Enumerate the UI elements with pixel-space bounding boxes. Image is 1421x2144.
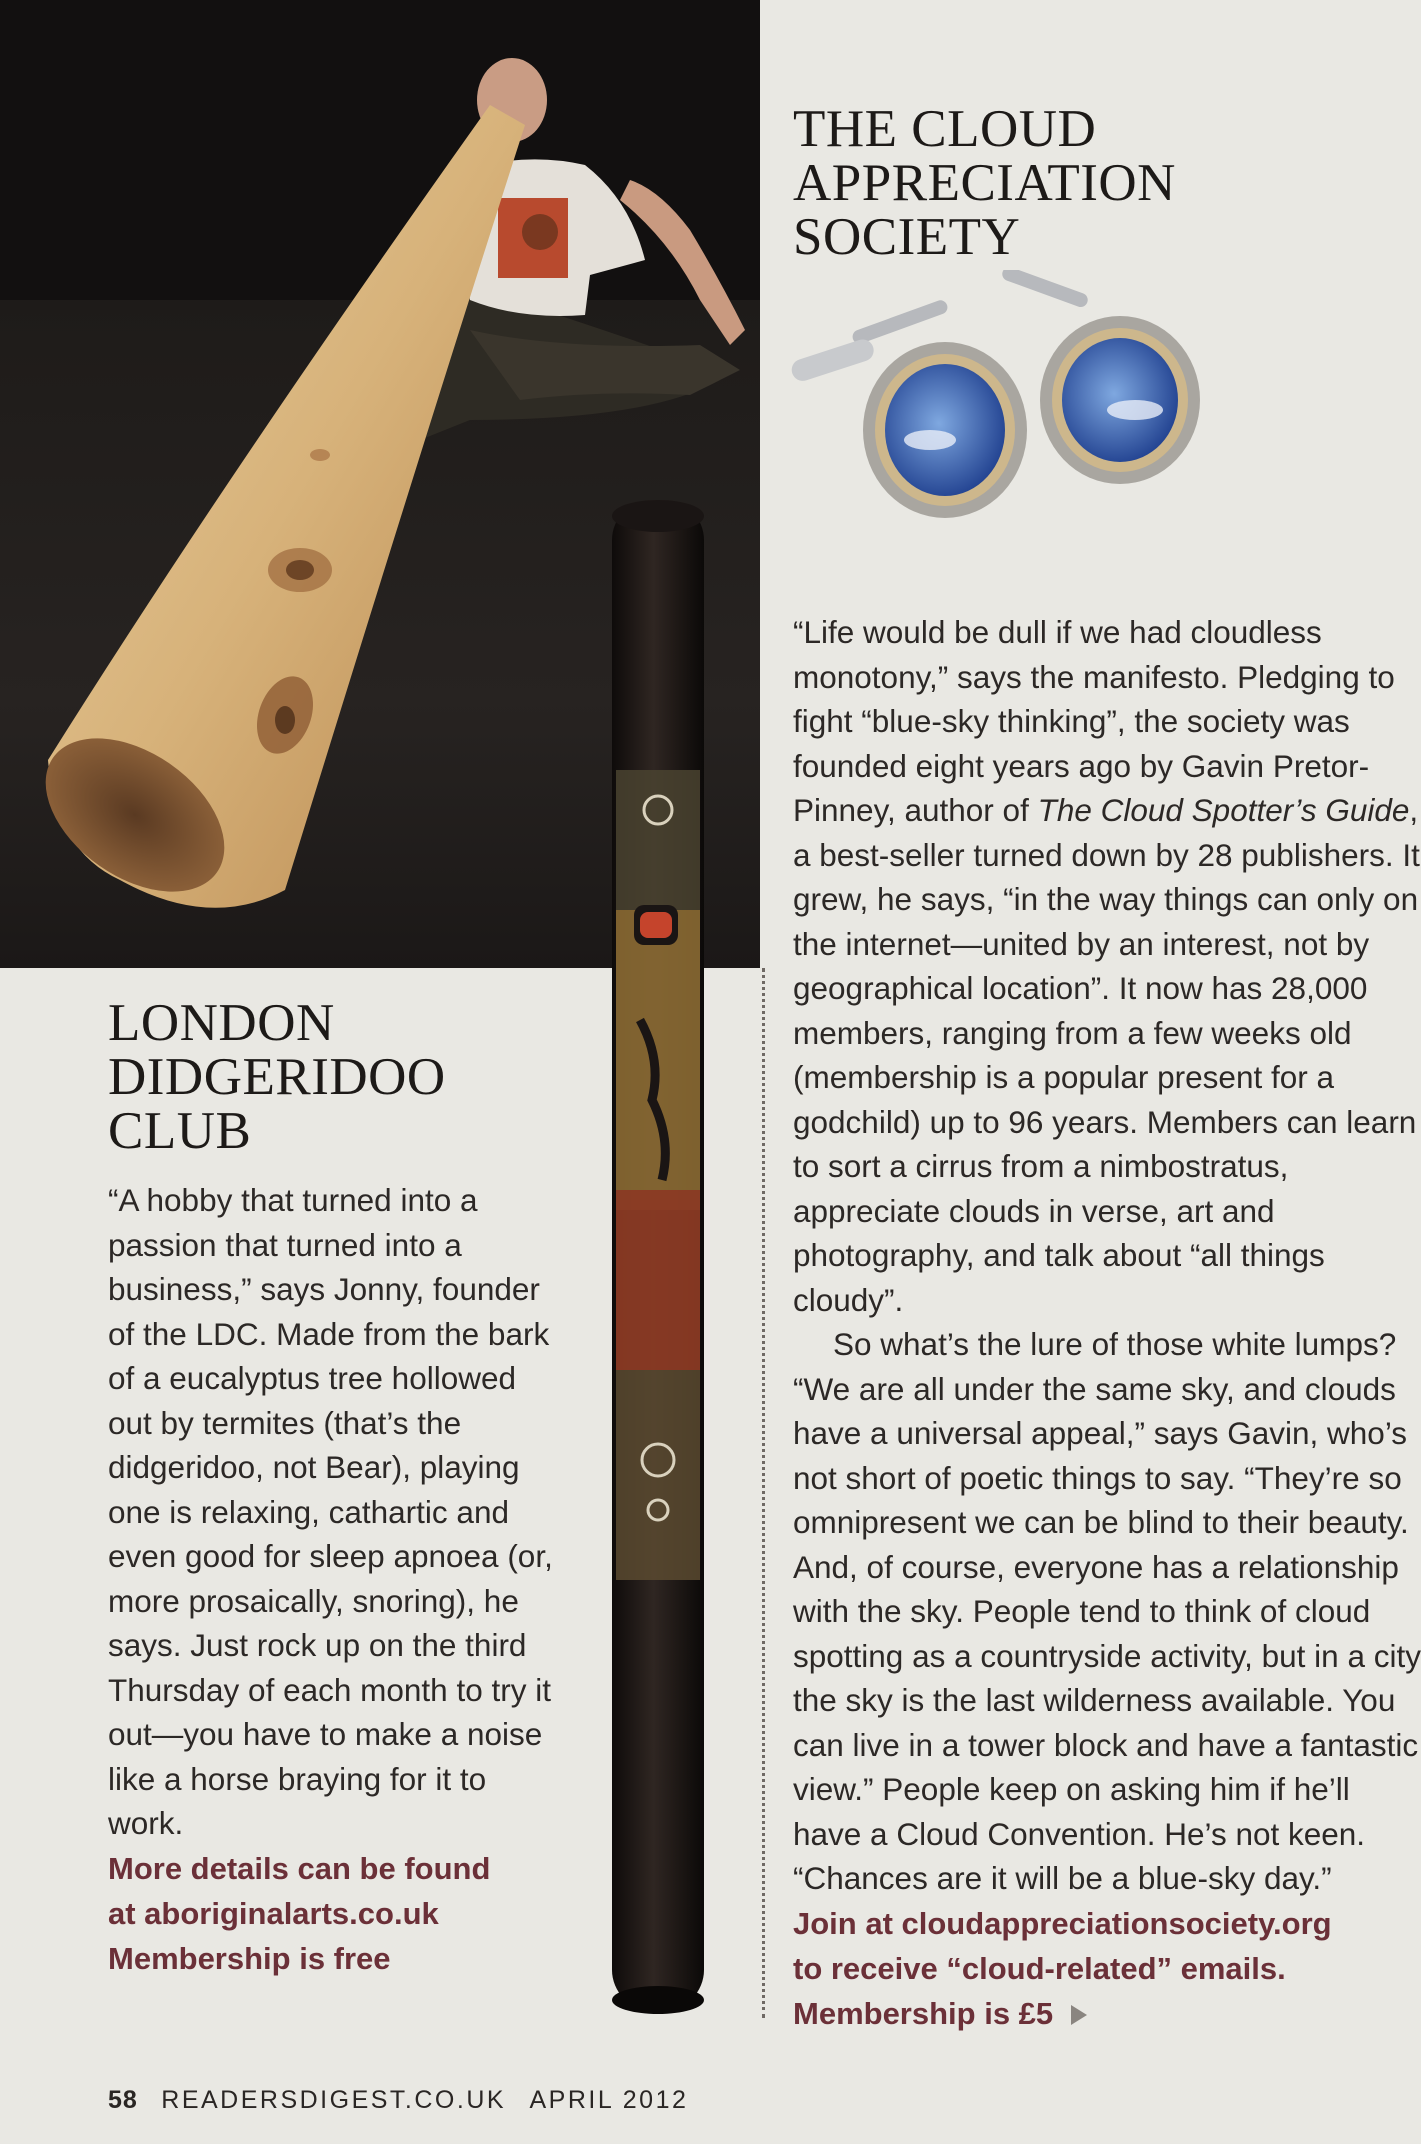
didgeridoo-club-article <box>108 996 578 1981</box>
footer-site[interactable]: READERSDIGEST.CO.UK <box>161 2086 507 2114</box>
cloud-society-paragraph-1: “Life would be dull if we had cloudless monotony,” says the manifesto. Pledging to fight “blue-sky thinking”, the society was founded eight years ago by Gavin Pretor-Pinney, author of The Cloud Spotter’s Guide, a best-seller turned down by 28 publishers. It grew, he says, “in the way things can only on the internet—united by an interest, not by geographical location”. It now has 28,000 members, ranging from a few weeks old (membership is a popular present for a godchild) up to 96 years. Members can learn to sort a cirrus from a nimbostratus, appreciate clouds in verse, art and photography, and talk about “all things cloudy”. <box>793 614 1420 1318</box>
cta-line[interactable]: Join at cloudappreciationsociety.org <box>793 1905 1332 1941</box>
headline-line: DIDGERIDOO <box>108 1048 446 1106</box>
cta-line: More details can be found <box>108 1850 491 1886</box>
footer-issue: APRIL 2012 <box>529 2086 689 2114</box>
cta-line: to receive “cloud-related” emails. <box>793 1950 1286 1986</box>
cloud-society-paragraph-2: So what’s the lure of those white lumps? “We are all under the same sky, and clouds have a universal appeal,” says Gavin, who’s not short of poetic things to say. “They’re so omnipresent we can be blind to their beauty. And, of course, everyone has a relationship with the sky. People tend to think of cloud spotting as a countryside activity, but in a city the sky is the last wilderness available. You can live in a tower block and have a fantastic view.” People keep on asking him if he’ll have a Cloud Convention. He’s not keen. “Chances are it will be a blue-sky day.” <box>793 1326 1421 1896</box>
headline-line: LONDON <box>108 994 335 1052</box>
next-page-arrow-icon <box>1071 2005 1087 2025</box>
cloud-society-body <box>793 610 1421 1901</box>
page-footer <box>108 2086 688 2115</box>
column-divider <box>762 968 765 2018</box>
headline-line: THE CLOUD <box>793 100 1097 158</box>
book-title: The Cloud Spotter’s Guide <box>1037 792 1410 828</box>
cta-line[interactable]: at aboriginalarts.co.uk <box>108 1895 439 1931</box>
cloud-society-headline <box>793 102 1421 264</box>
page-number: 58 <box>108 2086 138 2114</box>
didgeridoo-club-body <box>108 1178 558 1846</box>
didgeridoo-club-cta[interactable] <box>108 1846 578 1981</box>
cta-line: Membership is £5 <box>793 1995 1054 2031</box>
cloud-society-cta[interactable] <box>793 1901 1421 2036</box>
didgeridoo-club-paragraph: “A hobby that turned into a passion that turned into a business,” says Jonny, founder of the LDC. Made from the bark of a eucalyptus tree hollowed out by termites (that’s the didgeridoo, not Bear), playing one is relaxing, cathartic and even good for sleep apnoea (or, more prosaically, snoring), he says. Just rock up on the third Thursday of each month to try it out—you have to make a noise like a horse braying for it to work. <box>108 1182 553 1841</box>
headline-line: CLUB <box>108 1102 252 1160</box>
painted-didgeridoo-image <box>582 500 732 2020</box>
headline-line: SOCIETY <box>793 208 1021 266</box>
headline-line: APPRECIATION <box>793 154 1176 212</box>
didgeridoo-club-headline <box>108 996 578 1158</box>
cta-line: Membership is free <box>108 1940 391 1976</box>
cloud-society-article <box>793 102 1421 2036</box>
